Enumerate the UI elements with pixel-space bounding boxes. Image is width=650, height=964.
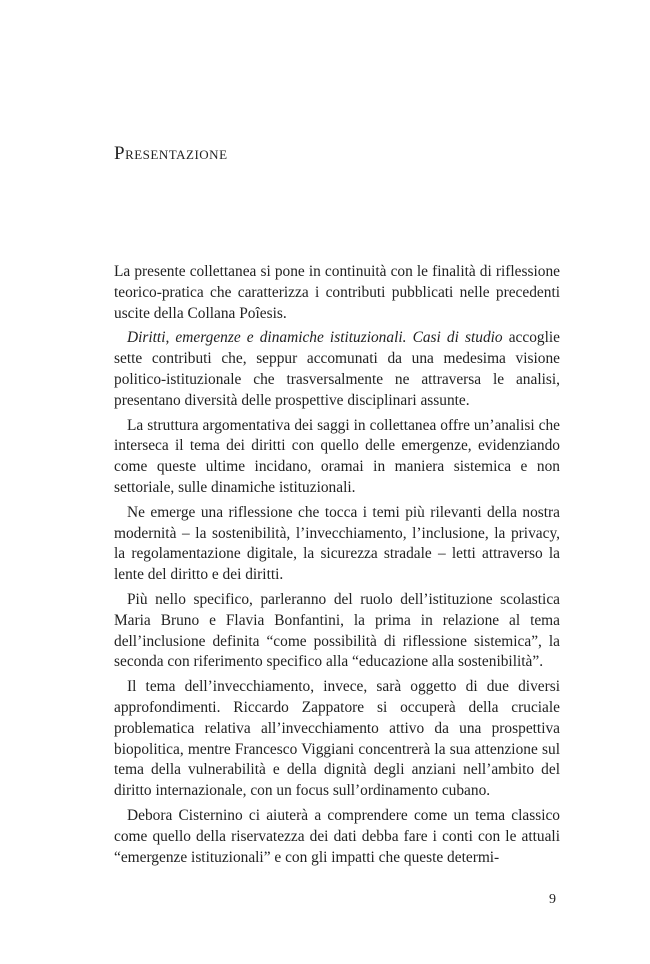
paragraph-4: Ne emerge una riflessione che tocca i temi più rilevanti della nostra modernità – la sostenibilità, l’invecchiamento, l’inclusione, la privacy, la regolamentazione digitale, la sicurezza stradale – letti attraverso la lente del diritto e dei diritti. <box>114 503 560 584</box>
paragraph-3: La struttura argomentativa dei saggi in collettanea offre un’analisi che interseca il tema dei diritti con quello delle emergenze, evidenziando come queste ultime incidano, oramai in maniera sistemica e non settoriale, sulle dinamiche istituzionali. <box>114 416 560 496</box>
paragraph-1: La presente collettanea si pone in continuità con le finalità di riflessione teorico-pratica che caratterizza i contributi pubblicati nelle precedenti uscite della Collana Poîesis. <box>114 263 560 322</box>
book-title: Diritti, emergenze e dinamiche istituzionali. Casi di studio <box>127 329 503 347</box>
page-title: Presentazione <box>114 143 228 164</box>
body-text <box>114 262 560 872</box>
paragraph-7: Debora Cisternino ci aiuterà a comprendere come un tema classico come quello della riservatezza dei dati debba fare i conti con le attuali “emergenze istituzionali” e con gli impatti che queste determi- <box>114 806 560 866</box>
paragraph-2 <box>114 328 560 411</box>
paragraph-2-text: accoglie sette contributi che, seppur accomunati da una medesima visione politico-istituzionale che trasversalmente ne attraversa le analisi, presentano diversità delle prospettive disciplinari assunte. <box>114 329 560 409</box>
paragraph-6: Il tema dell’invecchiamento, invece, sarà oggetto di due diversi approfondimenti. Riccardo Zappatore si occuperà della cruciale problematica relativa all’invecchiamento attivo da una prospettiva biopolitica, mentre Francesco Viggiani concentrerà la sua attenzione sul tema della vulnerabilità e della dignità degli anziani nell’ambito del diritto internazionale, con un focus sull’ordinamento cubano. <box>114 678 560 800</box>
page-number: 9 <box>549 892 556 907</box>
paragraph-5: Più nello specifico, parleranno del ruolo dell’istituzione scolastica Maria Bruno e Flavia Bonfantini, la prima in relazione al tema dell’inclusione definita “come possibilità di riflessione sistemica”, la seconda con riferimento specifico alla “educazione alla sostenibilità”. <box>114 590 560 671</box>
